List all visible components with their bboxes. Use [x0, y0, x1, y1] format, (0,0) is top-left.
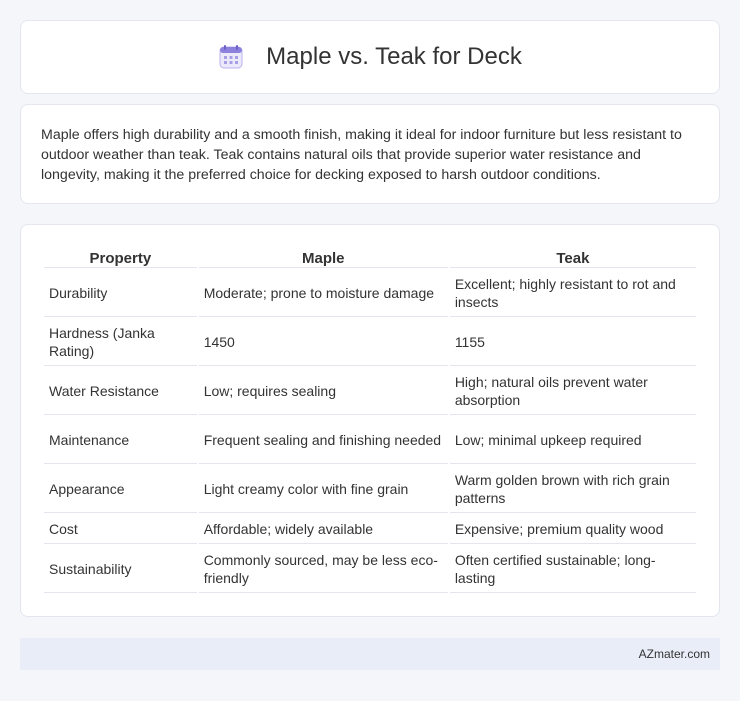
property-cell: Maintenance	[44, 417, 197, 464]
table-row	[44, 270, 696, 317]
page-title: Maple vs. Teak for Deck	[266, 43, 522, 70]
comparison-table	[42, 245, 698, 595]
comparison-table-card	[20, 224, 720, 617]
calendar-icon	[218, 44, 244, 70]
teak-cell: 1155	[450, 319, 696, 366]
summary-card	[20, 104, 720, 204]
table-row	[44, 368, 696, 415]
teak-cell: Excellent; highly resistant to rot and insects	[450, 270, 696, 317]
teak-cell: Warm golden brown with rich grain patterns	[450, 466, 696, 513]
table-row	[44, 546, 696, 593]
property-cell: Hardness (Janka Rating)	[44, 319, 197, 366]
property-cell: Cost	[44, 515, 197, 544]
title-card	[20, 20, 720, 94]
maple-cell: Frequent sealing and finishing needed	[199, 417, 448, 464]
footer-bar	[20, 638, 720, 670]
maple-cell: Low; requires sealing	[199, 368, 448, 415]
table-header-row	[44, 247, 696, 268]
maple-cell: Light creamy color with fine grain	[199, 466, 448, 513]
property-cell: Water Resistance	[44, 368, 197, 415]
maple-cell: 1450	[199, 319, 448, 366]
table-row	[44, 466, 696, 513]
summary-paragraph: Maple offers high durability and a smooth finish, making it ideal for indoor furniture but less resistant to outdoor weather than teak. Teak contains natural oils that provide superior water resistance and longevity, making it the preferred choice for decking exposed to harsh outdoor conditions.	[41, 127, 682, 183]
teak-cell: Expensive; premium quality wood	[450, 515, 696, 544]
teak-cell: High; natural oils prevent water absorption	[450, 368, 696, 415]
property-cell: Appearance	[44, 466, 197, 513]
table-row	[44, 515, 696, 544]
footer-site-link[interactable]: AZmater.com	[638, 647, 710, 661]
maple-cell: Moderate; prone to moisture damage	[199, 270, 448, 317]
column-header-teak: Teak	[450, 247, 696, 268]
table-row	[44, 417, 696, 464]
teak-cell: Often certified sustainable; long-lasting	[450, 546, 696, 593]
table-row	[44, 319, 696, 366]
teak-cell: Low; minimal upkeep required	[450, 417, 696, 464]
maple-cell: Commonly sourced, may be less eco-friendly	[199, 546, 448, 593]
column-header-maple: Maple	[199, 247, 448, 268]
property-cell: Sustainability	[44, 546, 197, 593]
maple-cell: Affordable; widely available	[199, 515, 448, 544]
property-cell: Durability	[44, 270, 197, 317]
column-header-property: Property	[44, 247, 197, 268]
